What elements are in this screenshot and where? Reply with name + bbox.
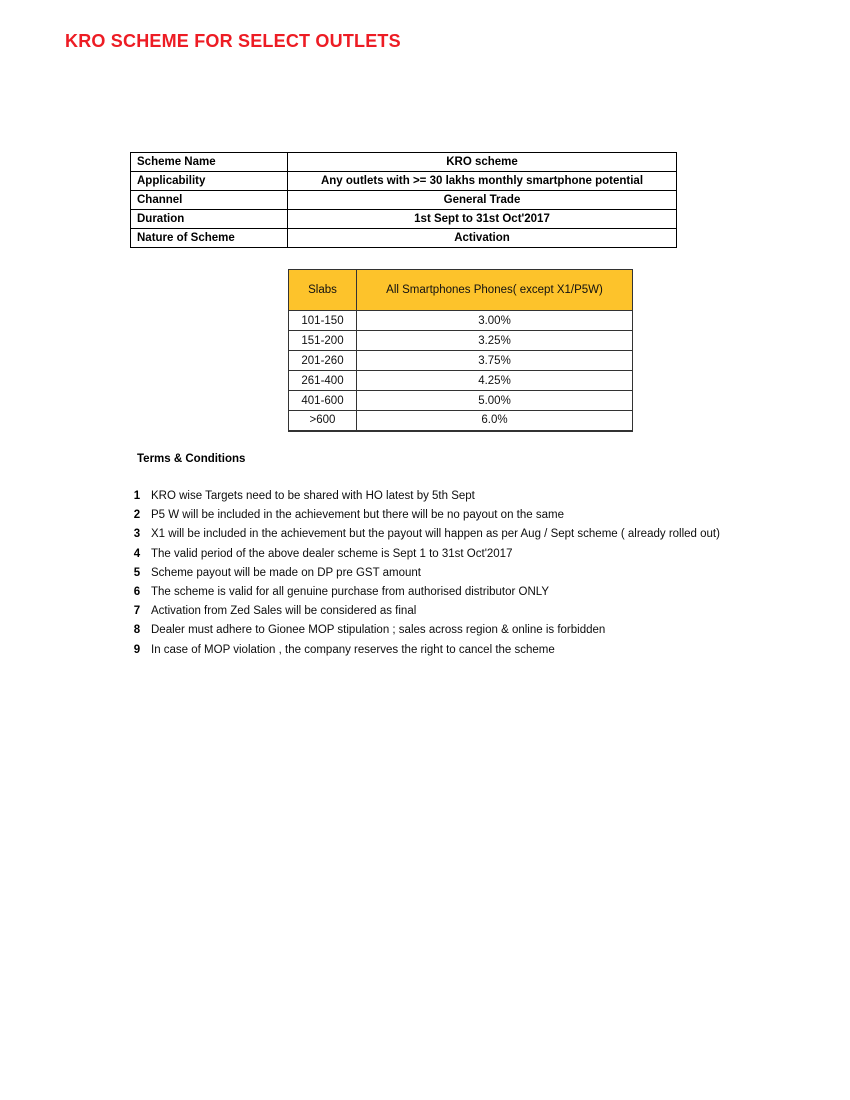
payout-value: 3.25% (357, 331, 633, 351)
term-text: Scheme payout will be made on DP pre GST amount (151, 566, 421, 579)
table-row (131, 172, 677, 191)
slabs-payout-table (288, 269, 633, 432)
term-text: KRO wise Targets need to be shared with HO latest by 5th Sept (151, 490, 475, 502)
term-number: 5 (133, 566, 141, 579)
term-text: The scheme is valid for all genuine purchase from authorised distributor ONLY (151, 585, 550, 598)
list-item (131, 605, 831, 624)
slabs-column-header: Slabs (289, 270, 357, 311)
scheme-info-table (130, 152, 677, 248)
term-text: Dealer must adhere to Gionee MOP stipulation ; sales across region & online is forbidden (151, 624, 606, 637)
nature-of-scheme-value: Activation (288, 229, 677, 248)
term-number: 3 (133, 528, 141, 541)
term-number: 1 (133, 490, 141, 502)
payout-value: 5.00% (357, 391, 633, 411)
terms-conditions-list (131, 490, 831, 663)
slab-range: 101-150 (289, 311, 357, 331)
payout-value: 3.00% (357, 311, 633, 331)
slab-range: 261-400 (289, 371, 357, 391)
term-number: 6 (133, 585, 141, 598)
slab-range: 151-200 (289, 331, 357, 351)
payout-value: 6.0% (357, 411, 633, 431)
table-row (289, 371, 633, 391)
list-item (131, 509, 831, 528)
table-row (289, 411, 633, 431)
page-title: KRO SCHEME FOR SELECT OUTLETS (65, 31, 401, 51)
table-row (131, 191, 677, 210)
table-row (131, 153, 677, 172)
term-text: In case of MOP violation , the company reserves the right to cancel the scheme (151, 643, 555, 656)
scheme-name-label: Scheme Name (131, 153, 288, 172)
table-row (289, 311, 633, 331)
term-number: 8 (133, 624, 141, 637)
payout-value: 4.25% (357, 371, 633, 391)
list-item (131, 586, 831, 605)
payout-value: 3.75% (357, 351, 633, 371)
table-row (289, 331, 633, 351)
table-row (289, 391, 633, 411)
scheme-name-value: KRO scheme (288, 153, 677, 172)
nature-of-scheme-label: Nature of Scheme (131, 229, 288, 248)
term-number: 2 (133, 509, 141, 522)
term-number: 7 (133, 605, 141, 618)
term-text: X1 will be included in the achievement but the payout will happen as per Aug / Sept scheme ( already rolled out) (151, 528, 720, 541)
slab-range: 201-260 (289, 351, 357, 371)
list-item (131, 490, 831, 509)
term-number: 9 (133, 643, 141, 656)
list-item (131, 644, 831, 663)
term-text: The valid period of the above dealer scheme is Sept 1 to 31st Oct'2017 (151, 547, 513, 560)
list-item (131, 624, 831, 643)
channel-value: General Trade (288, 191, 677, 210)
table-row (131, 229, 677, 248)
duration-value: 1st Sept to 31st Oct'2017 (288, 210, 677, 229)
table-header-row (289, 270, 633, 311)
slab-range: >600 (289, 411, 357, 431)
duration-label: Duration (131, 210, 288, 229)
applicability-label: Applicability (131, 172, 288, 191)
payout-column-header: All Smartphones Phones( except X1/P5W) (357, 270, 633, 311)
list-item (131, 548, 831, 567)
term-text: P5 W will be included in the achievement but there will be no payout on the same (151, 509, 564, 522)
list-item (131, 567, 831, 586)
slab-range: 401-600 (289, 391, 357, 411)
term-number: 4 (133, 547, 141, 560)
table-row (131, 210, 677, 229)
table-row (289, 351, 633, 371)
channel-label: Channel (131, 191, 288, 210)
term-text: Activation from Zed Sales will be considered as final (151, 605, 417, 618)
list-item (131, 528, 831, 547)
terms-conditions-heading: Terms & Conditions (137, 453, 246, 465)
applicability-value: Any outlets with >= 30 lakhs monthly smartphone potential (288, 172, 677, 191)
